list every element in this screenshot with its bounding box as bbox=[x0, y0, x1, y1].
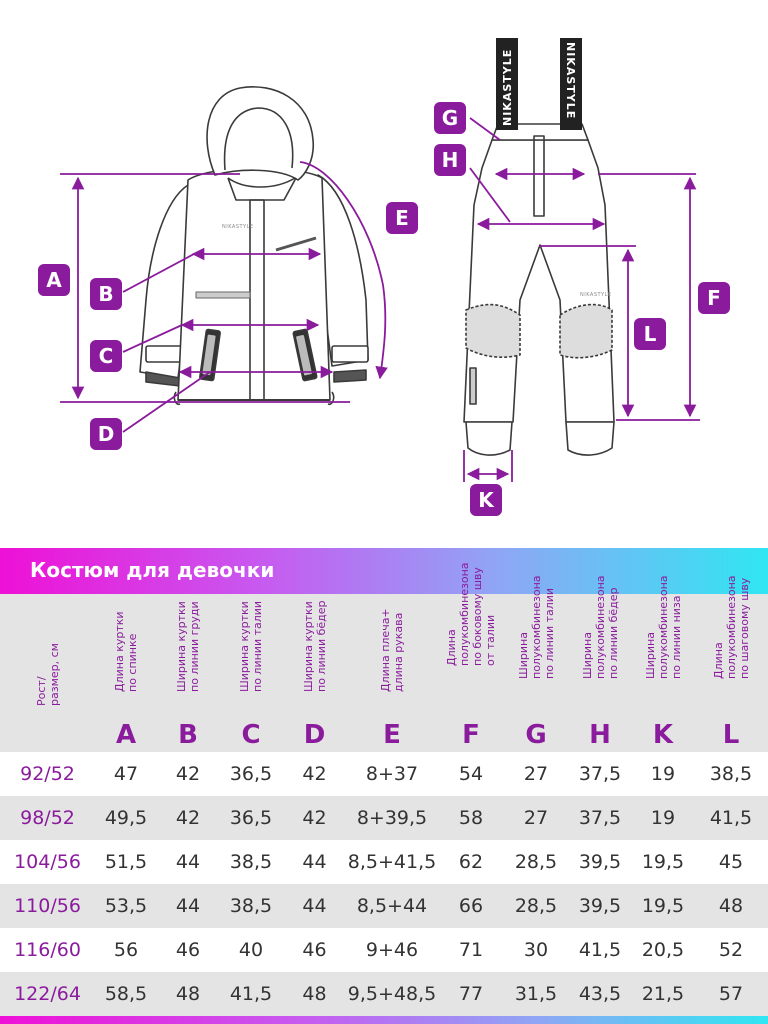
value-cell: 30 bbox=[523, 939, 549, 961]
header-label-line: Ширина bbox=[643, 632, 657, 679]
header-label bbox=[517, 575, 556, 679]
header-cell-h bbox=[568, 575, 632, 752]
header-label-line: по линии бёдер bbox=[314, 600, 328, 692]
value-cell: 51,5 bbox=[104, 851, 148, 873]
value-cell: 19,5 bbox=[641, 851, 685, 873]
svg-text:F: F bbox=[707, 286, 721, 310]
size-cell: 92/52 bbox=[20, 763, 75, 785]
header-label bbox=[35, 643, 61, 706]
badge-b bbox=[90, 278, 122, 310]
value-cell: 42 bbox=[302, 807, 327, 829]
svg-text:A: A bbox=[46, 268, 62, 292]
header-label-line: Ширина bbox=[580, 632, 594, 679]
value-cell: 28,5 bbox=[514, 895, 558, 917]
value-cell: 44 bbox=[175, 895, 201, 917]
header-label-line: Длина плеча+ bbox=[379, 608, 392, 692]
value-cell: 58,5 bbox=[104, 983, 148, 1005]
measure-badges bbox=[38, 102, 730, 516]
header-label-line: от талии bbox=[484, 614, 497, 666]
header-label-line: Ширина куртки bbox=[238, 601, 251, 692]
value-cell: 44 bbox=[302, 895, 327, 917]
header-letter: K bbox=[652, 720, 674, 750]
strap-right-text: NIKASTYLE bbox=[564, 42, 577, 120]
badge-l bbox=[634, 318, 666, 350]
svg-text:C: C bbox=[98, 344, 114, 368]
table-row bbox=[0, 752, 768, 796]
header-label-line: по линии талии bbox=[542, 587, 556, 679]
header-label-line: по спинке bbox=[126, 633, 139, 692]
size-cell: 122/64 bbox=[14, 983, 81, 1005]
badge-d bbox=[90, 418, 122, 450]
value-cell: 47 bbox=[113, 763, 139, 785]
header-label-line: Длина куртки bbox=[113, 611, 126, 692]
value-cell: 44 bbox=[175, 851, 201, 873]
value-cell: 41,5 bbox=[709, 807, 753, 829]
jacket-brand-text: NIKASTYLE bbox=[222, 224, 254, 230]
header-letter: A bbox=[115, 720, 137, 750]
header-label bbox=[302, 601, 328, 693]
header-label-line: Длина bbox=[445, 629, 458, 666]
value-cell: 48 bbox=[302, 983, 327, 1005]
value-cell: 21,5 bbox=[641, 983, 685, 1005]
value-cell: 36,5 bbox=[229, 763, 273, 785]
value-cell: 48 bbox=[175, 983, 201, 1005]
overalls-brand-text: NIKASTYLE bbox=[580, 292, 612, 298]
header-label-line: Длина bbox=[711, 642, 725, 679]
header-letter: B bbox=[178, 720, 198, 750]
overalls-straps bbox=[496, 38, 582, 130]
value-cell: 27 bbox=[523, 763, 549, 785]
header-label bbox=[644, 575, 683, 679]
badge-c bbox=[90, 340, 122, 372]
value-cell: 9,5+48,5 bbox=[347, 983, 437, 1005]
value-cell: 46 bbox=[175, 939, 201, 961]
value-cell: 19,5 bbox=[641, 895, 685, 917]
value-cell: 8,5+44 bbox=[356, 895, 428, 917]
table-row bbox=[0, 928, 768, 972]
header-cell-e bbox=[346, 594, 438, 752]
badge-g bbox=[434, 102, 466, 134]
value-cell: 20,5 bbox=[641, 939, 685, 961]
value-cell: 49,5 bbox=[104, 807, 148, 829]
value-cell: 36,5 bbox=[229, 807, 273, 829]
header-label-line: по шаговому шву bbox=[737, 577, 751, 679]
value-cell: 8+37 bbox=[365, 763, 419, 785]
header-label bbox=[113, 611, 139, 692]
value-cell: 8,5+41,5 bbox=[347, 851, 437, 873]
svg-text:H: H bbox=[441, 148, 459, 172]
svg-text:D: D bbox=[97, 422, 115, 446]
header-letter: H bbox=[589, 720, 611, 750]
header-cell-g bbox=[504, 575, 568, 752]
value-cell: 71 bbox=[458, 939, 484, 961]
header-letter: C bbox=[241, 720, 261, 750]
header-label bbox=[379, 608, 405, 692]
header-label-line: по линии бёдер bbox=[606, 587, 620, 679]
header-label bbox=[175, 601, 201, 692]
header-cell-c bbox=[219, 594, 283, 752]
header-cell-f bbox=[438, 562, 504, 752]
value-cell: 58 bbox=[458, 807, 484, 829]
header-label-line: Рост/ bbox=[34, 676, 48, 706]
header-label-line: полукомбинезона bbox=[529, 575, 543, 679]
header-label-line: размер, см bbox=[47, 643, 61, 706]
value-cell: 28,5 bbox=[514, 851, 558, 873]
svg-text:E: E bbox=[395, 206, 409, 230]
value-cell: 44 bbox=[302, 851, 327, 873]
header-label-line: по линии талии bbox=[251, 600, 264, 692]
svg-text:L: L bbox=[643, 322, 657, 346]
size-cell: 104/56 bbox=[14, 851, 81, 873]
value-cell: 54 bbox=[458, 763, 484, 785]
header-label-line: полукомбинезона bbox=[724, 575, 738, 679]
header-letter: D bbox=[303, 720, 326, 750]
value-cell: 46 bbox=[302, 939, 327, 961]
header-letter: G bbox=[525, 720, 547, 750]
table-row bbox=[0, 972, 768, 1016]
svg-text:G: G bbox=[441, 106, 459, 130]
svg-text:K: K bbox=[478, 488, 494, 512]
header-letter: L bbox=[722, 720, 740, 750]
value-cell: 45 bbox=[718, 851, 744, 873]
header-label bbox=[445, 562, 497, 666]
value-cell: 38,5 bbox=[229, 895, 273, 917]
value-cell: 62 bbox=[458, 851, 484, 873]
header-label-line: по линии низа bbox=[669, 595, 683, 679]
badge-a bbox=[38, 264, 70, 296]
badge-h bbox=[434, 144, 466, 176]
badge-e bbox=[386, 202, 418, 234]
value-cell: 38,5 bbox=[709, 763, 753, 785]
value-cell: 41,5 bbox=[578, 939, 622, 961]
bottom-bar bbox=[0, 1016, 768, 1024]
badge-k bbox=[470, 484, 502, 516]
value-cell: 42 bbox=[302, 763, 327, 785]
header-cell-k bbox=[632, 575, 694, 752]
header-letter: E bbox=[383, 720, 401, 750]
header-cell-l bbox=[694, 575, 768, 752]
strap-left-text: NIKASTYLE bbox=[501, 48, 514, 126]
value-cell: 37,5 bbox=[578, 807, 622, 829]
header-label-line: Ширина куртки bbox=[175, 601, 188, 692]
header-label bbox=[238, 601, 264, 692]
value-cell: 53,5 bbox=[104, 895, 148, 917]
header-label bbox=[712, 575, 751, 679]
value-cell: 43,5 bbox=[578, 983, 622, 1005]
size-cell: 110/56 bbox=[14, 895, 81, 917]
header-label bbox=[581, 575, 620, 679]
value-cell: 39,5 bbox=[578, 895, 622, 917]
header-cell-b bbox=[157, 594, 219, 752]
size-cell: 116/60 bbox=[14, 939, 81, 961]
header-label-line: длина рукава bbox=[392, 612, 405, 692]
table-row bbox=[0, 796, 768, 840]
header-letter: F bbox=[462, 720, 480, 750]
header-label-line: полукомбинезона bbox=[593, 575, 607, 679]
svg-text:B: B bbox=[98, 282, 114, 306]
value-cell: 39,5 bbox=[578, 851, 622, 873]
value-cell: 9+46 bbox=[365, 939, 419, 961]
value-cell: 27 bbox=[523, 807, 549, 829]
value-cell: 38,5 bbox=[229, 851, 273, 873]
value-cell: 56 bbox=[113, 939, 139, 961]
value-cell: 66 bbox=[458, 895, 484, 917]
value-cell: 57 bbox=[718, 983, 744, 1005]
value-cell: 52 bbox=[718, 939, 744, 961]
value-cell: 19 bbox=[650, 763, 676, 785]
header-cell-a bbox=[95, 594, 157, 752]
value-cell: 42 bbox=[175, 807, 201, 829]
header-label-line: полукомбинезона bbox=[458, 562, 471, 666]
table-body bbox=[0, 752, 768, 1016]
table-row bbox=[0, 884, 768, 928]
header-label-line: по линии груди bbox=[188, 601, 201, 692]
badge-f bbox=[698, 282, 730, 314]
value-cell: 37,5 bbox=[578, 763, 622, 785]
size-cell: 98/52 bbox=[20, 807, 75, 829]
header-label-line: по боковому шву bbox=[471, 567, 484, 666]
header-label-line: полукомбинезона bbox=[656, 575, 670, 679]
value-cell: 40 bbox=[238, 939, 264, 961]
header-label-line: Ширина bbox=[516, 632, 530, 679]
value-cell: 8+39,5 bbox=[356, 807, 428, 829]
value-cell: 42 bbox=[175, 763, 201, 785]
value-cell: 48 bbox=[718, 895, 744, 917]
value-cell: 77 bbox=[458, 983, 484, 1005]
jacket-drawing bbox=[140, 87, 368, 404]
header-cell-d bbox=[283, 594, 346, 752]
value-cell: 41,5 bbox=[229, 983, 273, 1005]
value-cell: 19 bbox=[650, 807, 676, 829]
table-title: Костюм для девочки bbox=[30, 558, 275, 582]
header-label-line: Ширина куртки bbox=[301, 601, 315, 692]
value-cell: 31,5 bbox=[514, 983, 558, 1005]
header-cell-size bbox=[0, 594, 95, 752]
table-row bbox=[0, 840, 768, 884]
